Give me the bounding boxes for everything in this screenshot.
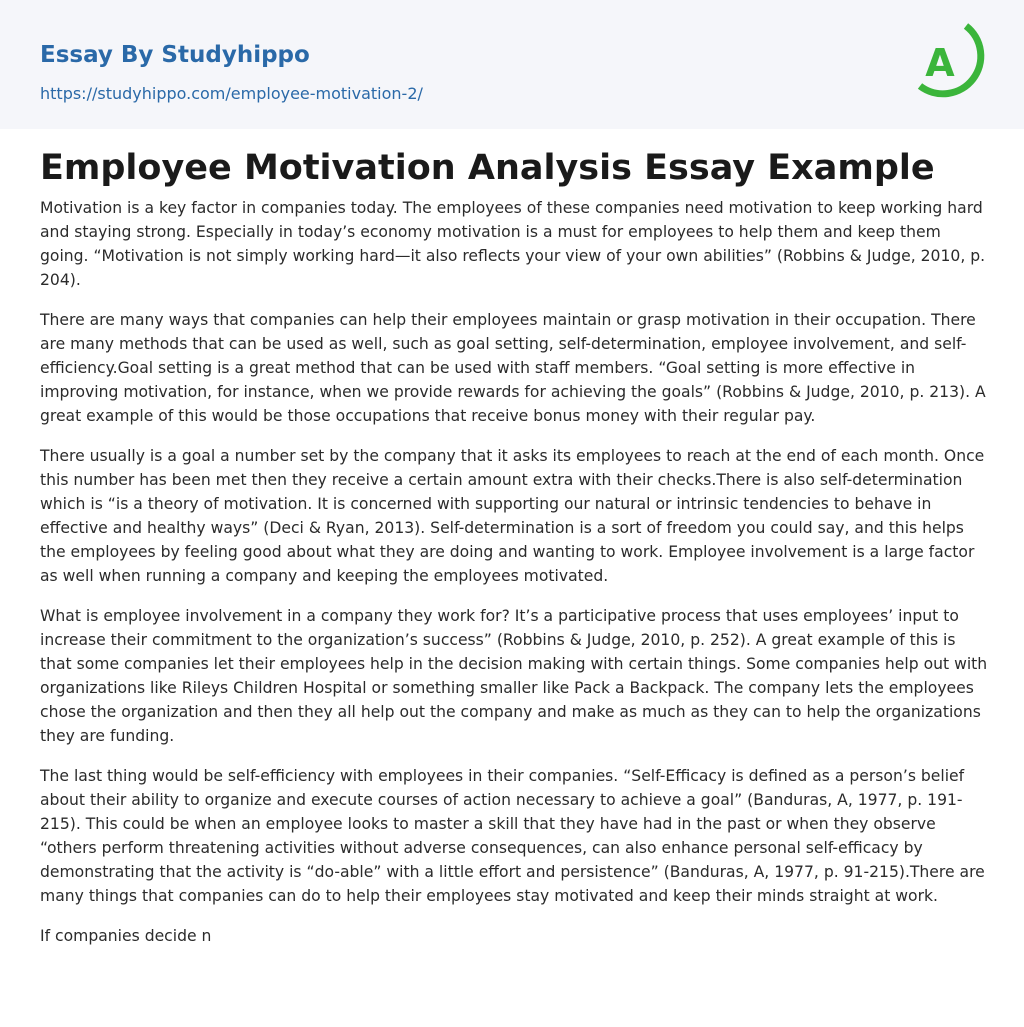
source-url-link[interactable]: https://studyhippo.com/employee-motivation-2/: [40, 84, 423, 103]
site-header: [0, 0, 1024, 129]
article-paragraph-4: What is employee involvement in a company they work for? It’s a participative process that uses employees’ input to increase their commitment to the organization’s success” (Robbins & Judge, 2010, p. 252). A great example of this is that some companies let their employees help in the decision making with certain things. Some companies help out with organizations like Rileys Children Hospital or something smaller like Pack a Backpack. The company lets the employees chose the organization and then they all help out the company and make as much as they can to help the organizations they are funding.: [40, 607, 988, 745]
article-paragraph-3: There usually is a goal a number set by the company that it asks its employees to reach at the end of each month. Once this number has been met then they receive a certain amount extra with their checks.There is also self-determination which is “is a theory of motivation. It is concerned with supporting our natural or intrinsic tendencies to behave in effective and healthy ways” (Deci & Ryan, 2013). Self-determination is a sort of freedom you could say, and this helps the employees by feeling good about what they are doing and wanting to work. Employee involvement is a large factor as well when running a company and keeping the employees motivated.: [40, 447, 985, 585]
article: [40, 144, 988, 964]
article-paragraph-6-truncated: If companies decide n: [40, 927, 212, 945]
article-paragraph-5: The last thing would be self-efficiency with employees in their companies. “Self-Efficacy is defined as a person’s belief about their ability to organize and execute courses of action necessary to achieve a goal” (Banduras, A, 1977, p. 191-215). This could be when an employee looks to master a skill that they have had in the past or when they observe “others perform threatening activities without adverse consequences, can also enhance personal self-efficacy by demonstrating that the activity is “do-able” with a little effort and persistence” (Banduras, A, 1977, p. 91-215).There are many things that companies can do to help their employees stay motivated and keep their minds straight at work.: [40, 767, 985, 905]
article-paragraph-2: There are many ways that companies can help their employees maintain or grasp motivation in their occupation. There are many methods that can be used as well, such as goal setting, self-determination, employee involvement, and self-efficiency.Goal setting is a great method that can be used with staff members. “Goal setting is more effective in improving motivation, for instance, when we provide rewards for achieving the goals” (Robbins & Judge, 2010, p. 213). A great example of this would be those occupations that receive bonus money with their regular pay.: [40, 311, 986, 425]
studyhippo-logo-icon[interactable]: [912, 18, 988, 106]
article-title: Employee Motivation Analysis Essay Example: [40, 148, 935, 188]
logo-letter: A: [925, 41, 955, 85]
site-name[interactable]: Essay By Studyhippo: [40, 42, 310, 68]
article-paragraph-1: Motivation is a key factor in companies today. The employees of these companies need motivation to keep working hard and staying strong. Especially in today’s economy motivation is a must for employees to help them and keep them going. “Motivation is not simply working hard—it also reflects your view of your own abilities” (Robbins & Judge, 2010, p. 204).: [40, 199, 986, 289]
